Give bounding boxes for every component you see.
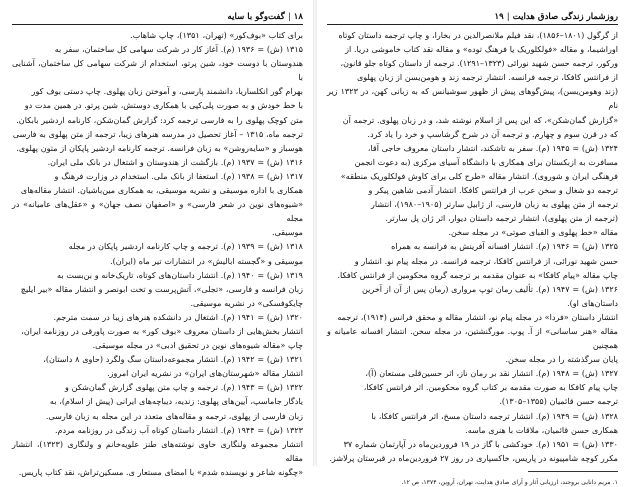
text-line: حسن شهید نورائی، از فرانتس کافکا، ترجمه فرانسه. در مجله پیام نو. انتشار و [354,256,618,266]
text-line: چاپ «مقاله شیوه‌های نوین در تحقیق ادبی» در مجله موسیقی. [92,341,303,351]
left-page-title: گفت‌وگو با سایه [227,12,285,22]
header-separator: | [287,12,291,22]
text-line: «چگونه شاعر و نویسنده شدم» با امضای مستعار ی. مسکین‌تراش، نقد کتاب پاریس. [18,467,303,477]
text-line: انتشار داستان «فردا» در مجله پیام نو، انتشار مقاله و محقق فرانس (۱۹۱۴)، ترجمه [337,312,618,322]
text-line: با خط خودش و به صورت پلی‌کپی با همکاری دوستش، شین پرتو. در همین مدت دو [24,101,303,111]
text-line: ورکور، ترجمه حسن شهید نورائی (۱۳۲۳–۱۲۹۱). ترجمه از داستان کوتاه جلو قانون، [340,59,618,69]
text-line: «گزارش گمان‌شکن»، که این پس از اسلام نوشته شد، و در زبان پهلوی. ترجمه آن [342,115,618,125]
left-page [0,0,313,477]
text-line: انتشار بخش‌هایی از داستان معروف «بوف کور» به صورت پاورقی در روزنامه ایران، [21,326,303,336]
text-line: یادگار جاماسپ، آیین‌های پهلوی: زندیه، دیباچه‌های ایرانی (پیش از اسلام)، به [49,397,303,407]
text-line: برای کتاب «بوف‌کور» (تهران، ۱۳۵۱)، چاپ شاهاب. [130,31,303,40]
text-line: ۱۳۲۲ (ش) = ۱۹۴۳ (م). ترجمه و چاپ متن پهلوی گزارش گمان‌شکن و [64,383,303,393]
header-separator: | [506,12,510,22]
text-line: که در قرن سوم و چهارم. و ترجمه آن در شرح گرشاسپ و خرد را یاد کرد. [367,129,618,139]
text-line: ۱۳۱۸ (ش) = ۱۹۳۹ (م). ترجمه و چاپ کارنامه اردشیر پاپکان در مجله [68,242,303,252]
text-line: از گرگول (۱۸۰۱–۱۸۵۶)، نقد فیلم ملانصرالدین در بخارا، و چاپ ترجمه داستان کوتاه [338,31,618,40]
text-line: بهرام گور انکلساریا، دانشمند پارسی، و آموختن زبان پهلوی. چاپ دستی بوف کور [31,87,303,97]
right-page-header [327,10,618,25]
text-line: هندوستان با دوست خود، شین پرتو، استخدام از شرکت سهامی کل ساختمان، آشنایی با [12,59,303,83]
text-line: (زند وهومن‌یسن)، پیش‌گوهای پیش از ظهور سوشیانس که به زبانی کهن، در ۱۳۲۳ زیر نام [327,87,618,111]
text-line: مکرر کوچه شامپیونه در پاریس، خاکسپاری در روز ۲۷ فروردین‌ماه در قبرستان پرلاشز. [329,453,618,463]
text-line: هوسباز و «سایه‌روشن» به زبان فرانسه. ترجمه کارنامه اردشیر پاپکان از متون پهلوی. [16,143,303,153]
left-page-body [12,29,303,480]
left-page-header [12,10,303,25]
text-line: زبان فرانسه و فارسی، «تجلی»، آتش‌پرست و تخت ابونصر و انتشار مقاله «بیر ایلیچ [20,284,303,294]
text-line: «شیوه‌های نوین در شعر فارسی» و «اصفهان نصف جهان» و «عقل‌های عامیانه» در مجله [12,200,303,224]
text-line: چایکوفسکی» در نشریه موسیقی. [190,298,303,308]
text-line: (ترجمه از متن پهلوی)، انتشار ترجمه داستان دیوار، اثر ژان پل سارتر. [385,214,618,224]
right-page-body [327,29,618,487]
text-line: از فرانتس کافکا، ترجمه فرانسه. انتشار ترجمه زند و هومن‌یسن از زبان پهلوی [356,73,618,83]
text-line: مسافرت به ازبکستان برای همکاری با دانشگاه آسیای مرکزی (به دعوت انجمن [354,157,618,167]
right-page-header-title-group [495,12,618,22]
text-line: ترجمه از متن پهلوی به زبان فارسی، از ژابیل سارتر (۱۹۰۵–۱۹۸۰)، انتشار [371,200,618,210]
right-page-number: ١٩ [494,12,504,22]
text-line: زبان فارسی از پهلوی، ترجمه و مقاله‌های متعدد در این مجله به زبان فارسی. [45,411,303,421]
text-line: ۱۳۱۷ (ش) = ۱۹۳۸ (م). استعفا از بانک ملی. استخدام در وزارت فرهنگ و [54,171,303,181]
right-page [317,0,630,487]
text-line: همکاری حسن قائمیان، ملاقات با هنری ماسه. [465,425,618,435]
text-line: ۱۳۲۶ (ش) = ۱۹۴۷ (م). تألیف رمان توپ مرواری (رمان پس از آن از آخرین [362,284,618,294]
footnote: ۱. مریم دانایی بروجند، ارزیابی آثار و آرای صادق هدایت، تهران، آروین، ۱۳۷۴، ص ۱۲. [401,479,618,487]
text-line: ۱۳۲۰ (ش) = ۱۹۴۱ (م). اشتغال در دانشکده هنرهای زیبا در سمت مترجم. [53,312,303,322]
text-line: انتشار مقاله «شهرستان‌های ایران» در نشریه ایران امروز. [107,369,303,379]
footnote-divider [528,471,618,472]
text-line: موسیقی و «گجسته اباليش» در انتشارات تیر ماه (ایران). [110,256,303,266]
text-line: ۱۳۲۸ (ش) = ۱۹۴۹ (م). انتشار ترجمه داستان مسخ، اثر فرانتس کافکا، با [371,411,618,421]
text-line: ۱۳۲۷ (ش) = ۱۹۴۸ (م). انتشار نقد بر رمان ناز، اثر حسین‌قلی مستعان (آ)، [365,369,618,379]
text-line: چاپ پیام کافکا به صورت مقدمه بر کتاب گروه محکومین. اثر فرانتس کافکا، [363,383,618,393]
text-line: ۱۳۱۹ (ش) = ۱۹۴۰ (م). انتشار داستان‌های کوتاه، تاریک‌خانه و بن‌بست به [57,270,303,280]
text-line: متن کوچک پهلوی را به فارسی ترجمه کرد: گزارش گمان‌شکن، کارنامه اردشیر بابکان. [16,115,303,125]
left-page-number: ١٨ [293,12,303,22]
left-page-header-title-group [227,12,303,22]
text-line: مقاله «خط پهلوی و الفبای صوتی» در مجله سخن. [448,228,618,238]
right-page-title: روزشمار زندگی صادق هدایت [512,12,618,22]
text-line: ترجمه دو شغال و سخن عرب از فرانتس کافکا. انتشار آدمی شاهین پیکر و [368,186,618,196]
text-line: داستان‌های او). [567,298,618,308]
text-line: چاپ مقاله «پیام کافکا» به عنوان مقدمه بر ترجمه گروه محکومین از فرانتس کافکا. [337,270,618,280]
text-line: ترجمه حسن قائمیان (۱۳۵۵–۱۳۰۵). [499,397,618,407]
text-line: ۱۳۱۶ (ش) = ۱۹۳۷ (م). بازگشت از هندوستان و اشتغال در بانک ملی ایران. [47,157,303,167]
text-line: ۱۳۲۵ (ش) = ۱۹۴۶ (م). انتشار افسانه آفرینش به فرانسه به همراه [391,242,618,252]
text-line: ۱۳۲۱ (ش) = ۱۹۴۲ (م). انتشار مجموعه‌داستان سگ ولگرد (حاوی ۸ داستان)، [43,355,303,365]
text-line: مقاله «هنر ساسانی» از آ. پوپ. مورگنشتین، در مجله سخن. انتشار افسانه عامیانه و همچنین [327,326,618,351]
text-line: ۱۳۲۴ (ش) = ۱۹۴۵ (م). سفر به تاشکند، انتشار داستان معروف حاجی آقا، [367,143,618,153]
text-line: همکاری با اداره موسیقی و نشریه موسیقی، به همکاری مین‌باشیان. انتشار مقاله‌های [20,186,303,196]
text-line: ۱۳۳۰ (ش) = ۱۹۵۱ (م). خودکشی با گاز در ۱۹ فروردین‌ماه در آپارتمان شماره ۳۷ [343,439,618,449]
text-line: فرهنگی ایران و شوروی). انتشار مقاله «طرح کلی برای کاوش فولکلوریک منطقه» [340,171,618,181]
text-line: انتشار مجموعه ولنگاری حاوی نوشته‌های طنز علویه‌خانم و ولنگاری (۱۳۲۳)، انتشار مقاله [12,439,303,463]
text-line: ۱۳۱۵ (ش) = ۱۹۳۶ (م). آغاز کار در شرکت سهامی کل ساختمان، سفر به [54,45,303,55]
text-line: پایان سرگذشته را در مجله سخن. [505,355,618,365]
text-line: اوراشیما، و مقاله «فولکلوریک یا فرهنگ توده» و مقاله نقد کتاب خاموشی دریا. از [345,45,618,55]
text-line: موسیقی. [272,228,303,238]
text-line: ۱۳۲۳ (ش) = ۱۹۴۴ (م). انتشار داستان کوتاه آب زندگی در روزنامه مردم. [54,425,303,435]
text-line: ترجمه ماه، ۱۳۱۵ – آغاز تحصیل در مدرسه هنرهای زیبا، ترجمه از متن پهلوی به فارسی [12,129,303,139]
